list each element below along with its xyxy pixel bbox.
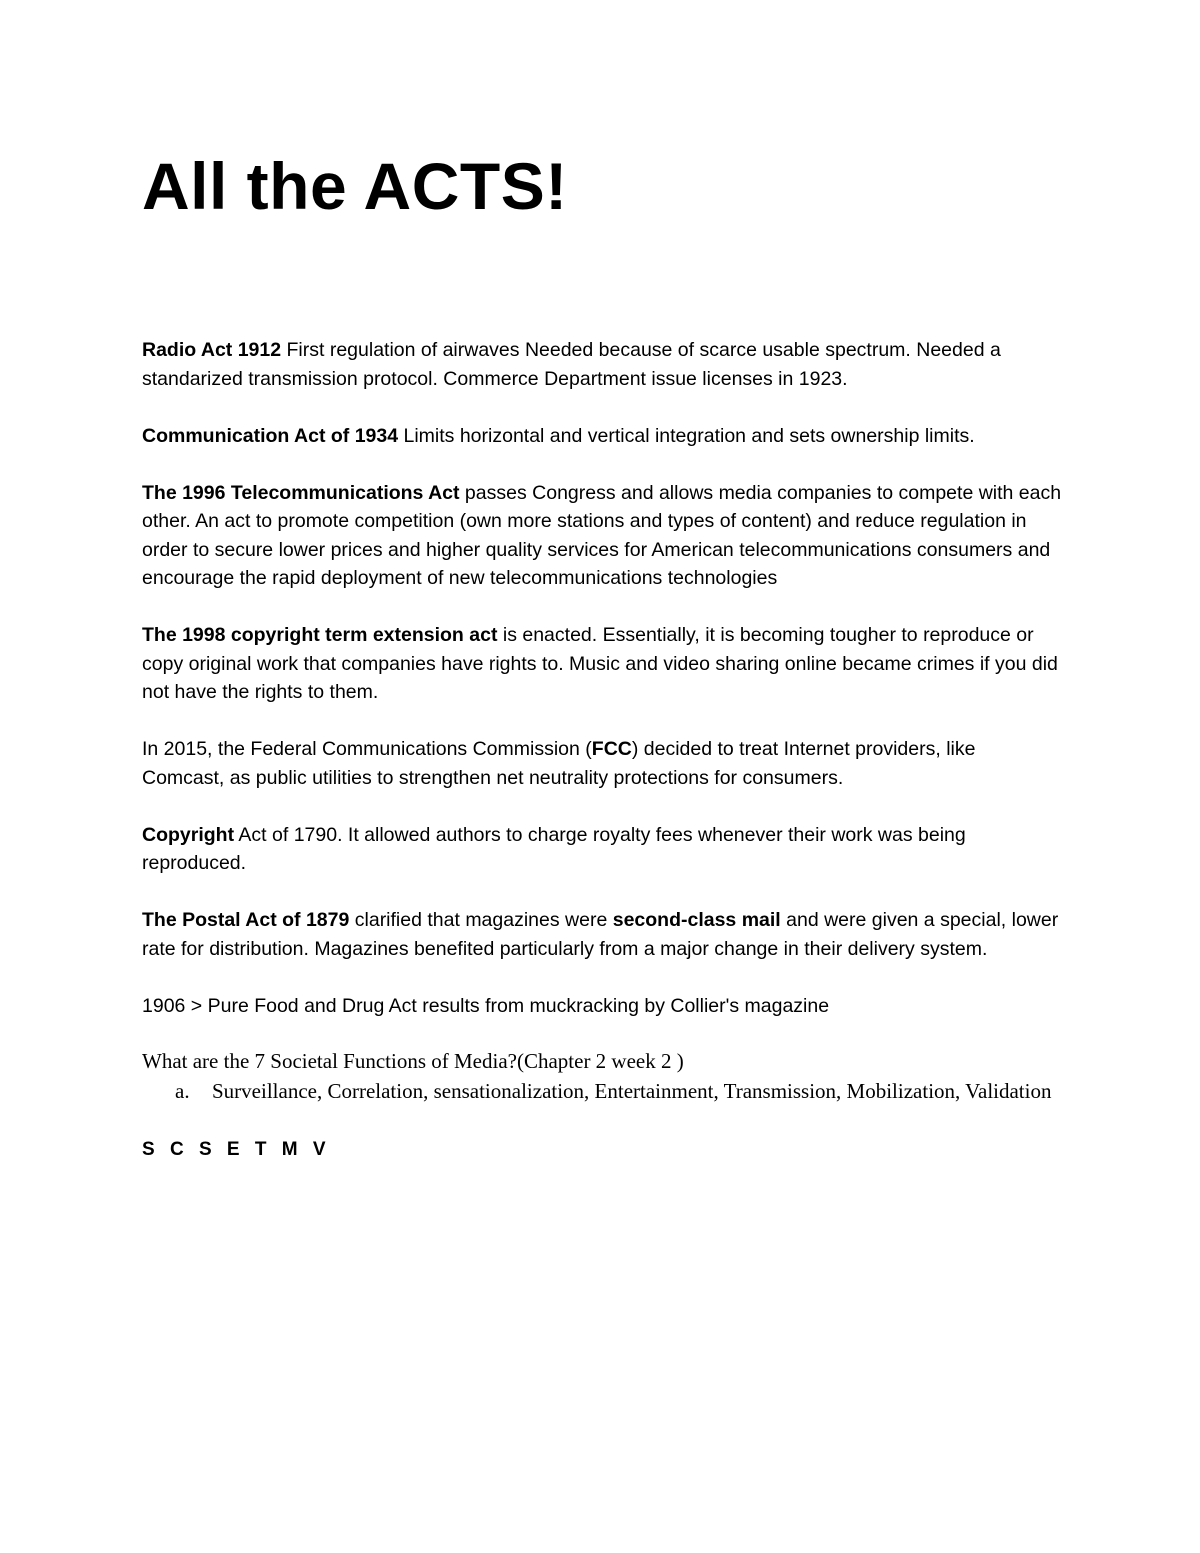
postal-act-term: The Postal Act of 1879: [142, 909, 350, 931]
paragraph-spacer: [142, 450, 1062, 479]
paragraph-spacer: [142, 1106, 1062, 1136]
postal-act-text-mid: clarified that magazines were: [349, 909, 613, 931]
paragraph-spacer: [142, 963, 1062, 992]
paragraph-spacer: [142, 393, 1062, 422]
radio-act-term: Radio Act 1912: [142, 339, 282, 361]
postal-act-term2: second-class mail: [612, 909, 781, 931]
document-body: [142, 148, 1062, 1165]
societal-functions-question: What are the 7 Societal Functions of Media?(Chapter 2 week 2 ): [142, 1049, 684, 1073]
copyright-term-act-term: The 1998 copyright term extension act: [142, 624, 498, 646]
copyright-1790-paragraph: [142, 821, 1062, 878]
communication-act-paragraph: [142, 422, 1062, 451]
fcc-paragraph: [142, 735, 1062, 792]
fcc-text-after: ) decided to treat Internet providers, like Comcast, as public utilities to strengthen net neutrality protections for consumers.: [142, 738, 976, 789]
pure-food-paragraph: 1906 > Pure Food and Drug Act results from muckracking by Collier's magazine: [142, 994, 830, 1017]
postal-act-text-after: and were given a special, lower rate for distribution. Magazines benefited particularly from a major change in their delivery system.: [142, 909, 1059, 960]
telecom-act-paragraph: [142, 479, 1062, 593]
list-marker: a.: [175, 1079, 190, 1103]
page-title: All the ACTS!: [142, 149, 568, 223]
paragraph-spacer: [142, 593, 1062, 622]
radio-act-paragraph: [142, 336, 1062, 393]
fcc-text-before: In 2015, the Federal Communications Commission (: [142, 738, 592, 760]
title-spacer: [142, 224, 1062, 336]
communication-act-term: Communication Act of 1934: [142, 424, 399, 447]
copyright-term-act-text: is enacted. Essentially, it is becoming tougher to reproduce or copy original work that companies have rights to. Music and video sharing online became crimes if you did not have the rights to them.: [142, 624, 1058, 703]
postal-act-paragraph: [142, 906, 1062, 963]
paragraph-spacer: [142, 792, 1062, 821]
telecom-act-term: The 1996 Telecommunications Act: [142, 481, 460, 504]
paragraph-spacer: [142, 1020, 1062, 1046]
list-item: [142, 1076, 1062, 1106]
paragraph-spacer: [142, 707, 1062, 736]
radio-act-text: First regulation of airwaves Needed because of scarce usable spectrum. Needed a standarized transmission protocol. Commerce Department issue licenses in 1923.: [142, 339, 1001, 390]
mnemonic: S C S E T M V: [142, 1139, 331, 1160]
societal-functions-answer: Surveillance, Correlation, sensationalization, Entertainment, Transmission, Mobilization, Validation: [212, 1079, 1052, 1103]
copyright-1790-term: Copyright: [142, 823, 235, 846]
copyright-1790-text: Act of 1790. It allowed authors to charge royalty fees whenever their work was being reproduced.: [142, 823, 966, 874]
telecom-act-text: passes Congress and allows media companies to compete with each other. An act to promote competition (own more stations and types of content) and reduce regulation in order to secure lower prices and higher quality services for American telecommunications consumers and encourage the rapid deployment of new telecommunications technologies: [142, 481, 1062, 589]
fcc-term: FCC: [591, 738, 632, 760]
copyright-term-act-paragraph: [142, 621, 1062, 707]
paragraph-spacer: [142, 878, 1062, 907]
communication-act-text: Limits horizontal and vertical integration and sets ownership limits.: [398, 424, 975, 447]
